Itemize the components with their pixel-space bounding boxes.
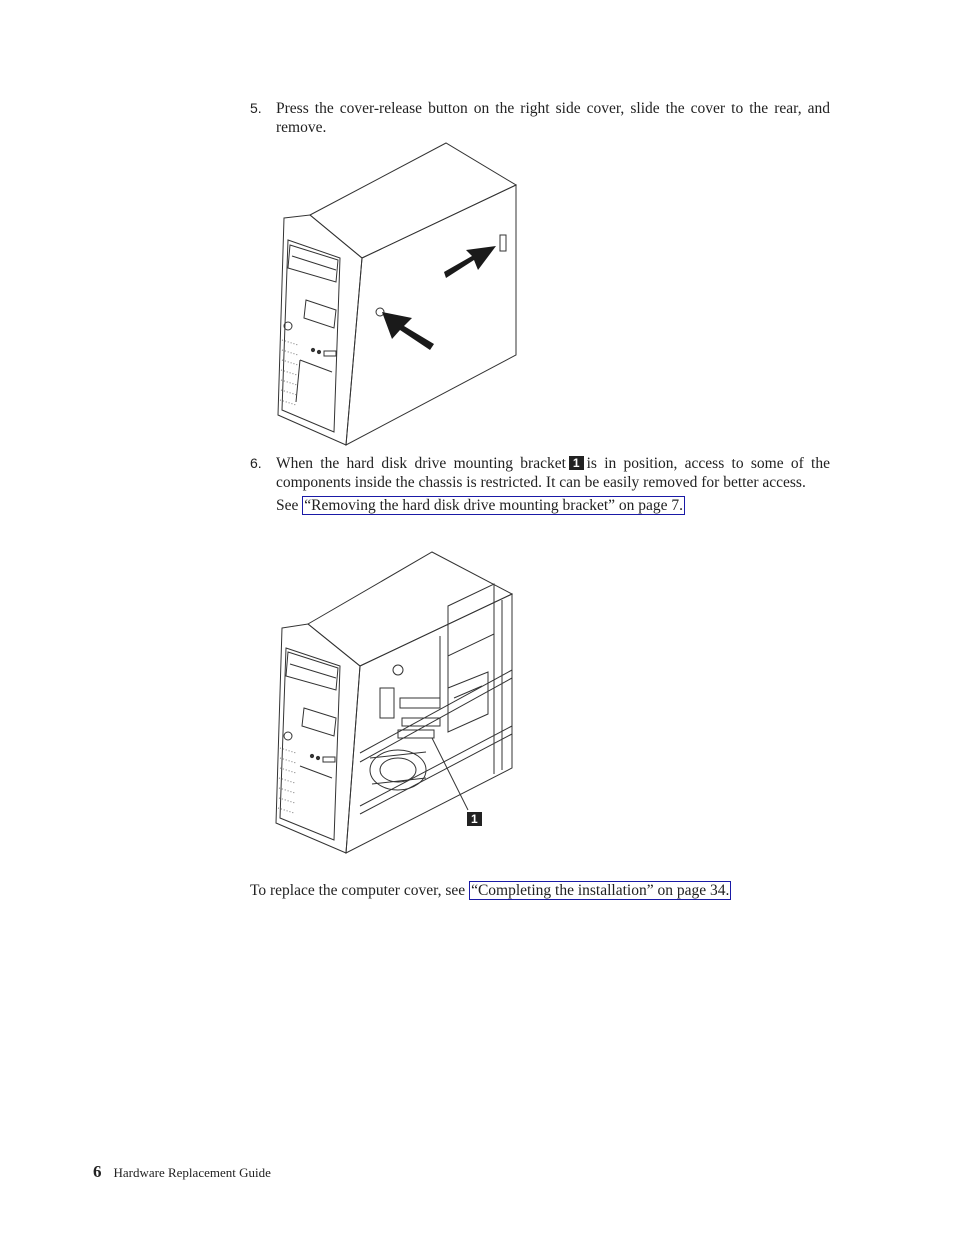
see-prefix: See xyxy=(276,497,299,514)
step-6-see xyxy=(276,496,830,515)
footer-title: Hardware Replacement Guide xyxy=(113,1165,271,1180)
closing-prefix: To replace the computer cover, see xyxy=(250,882,466,899)
callout-1-inline: 1 xyxy=(569,456,584,470)
page-number: 6 xyxy=(93,1162,102,1181)
step-5-number: 5. xyxy=(250,100,262,116)
step-6-text-before: When the hard disk drive mounting bracket xyxy=(276,455,566,472)
link-completing-installation[interactable]: “Completing the installation” on page 34. xyxy=(471,882,730,899)
step-6 xyxy=(250,454,830,515)
step-5-text: Press the cover-release button on the right side cover, slide the cover to the rear, and remove. xyxy=(276,100,830,136)
closing-paragraph xyxy=(250,881,731,900)
link-removing-bracket[interactable]: “Removing the hard disk drive mounting bracket” on page 7. xyxy=(304,497,684,514)
figure-cover-removal xyxy=(270,140,530,450)
step-6-text xyxy=(276,454,830,492)
page-footer xyxy=(93,1162,271,1182)
callout-1-figure: 1 xyxy=(467,812,482,826)
step-6-text-after: is in position, access to some of the components inside the chassis is restricted. It can be easily removed for better access. xyxy=(276,455,830,491)
step-5 xyxy=(250,99,830,137)
figure-bracket xyxy=(272,548,522,860)
step-6-number: 6. xyxy=(250,455,262,471)
